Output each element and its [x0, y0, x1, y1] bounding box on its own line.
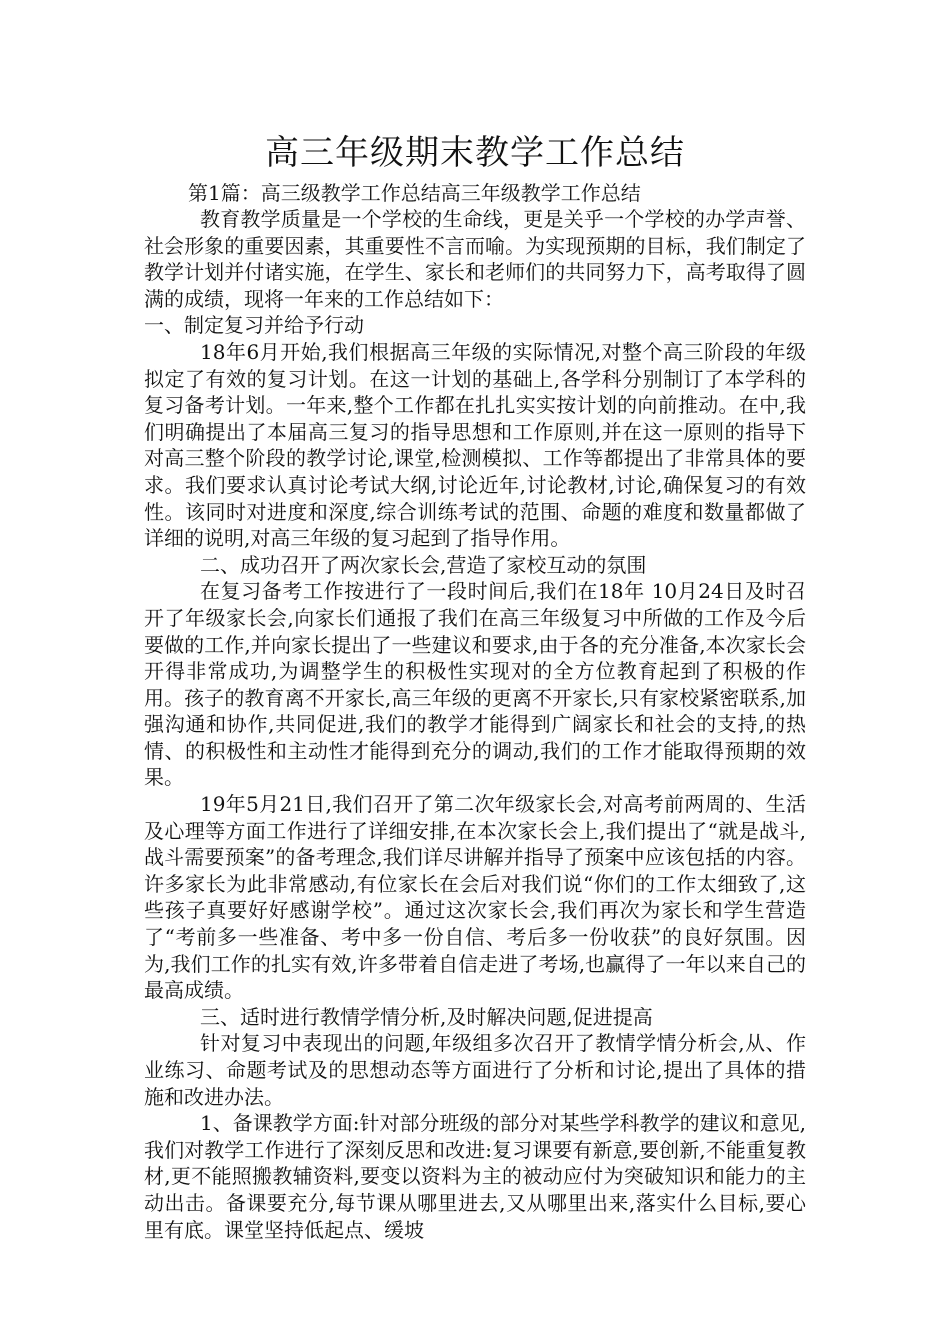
document-page [144, 128, 806, 1243]
section-heading-3: 三、适时进行教情学情分析,及时解决问题,促进提高 [200, 1004, 653, 1029]
paragraph-parent-meeting-1: 在复习备考工作按进行了一段时间后,我们在18年 10月24日及时召开了年级家长会,向家长们通报了我们在高三年级复习中所做的工作及今后要做的工作,并向家长提出了一些建议和要求,由于各的充分准备,本次家长会开得非常成功,为调整学生的积极性实现对的全方位教育起到了积极的作用。孩子的教育离不开家长,高三年级的更离不开家长,只有家校紧密联系,加强沟通和协作,共同促进,我们的教学才能得到广阔家长和社会的支持,的热情、的积极性和主动性才能得到充分的调动,我们的工作才能取得预期的效果。 [144, 579, 806, 790]
section-heading-1: 一、制定复习并给予行动 [144, 313, 364, 338]
document-title: 高三年级期末教学工作总结 [265, 133, 685, 173]
paragraph-lesson-prep: 1、备课教学方面:针对部分班级的部分对某些学科教学的建议和意见,我们对教学工作进行了深刻反思和改进:复习课要有新意,要创新,不能重复教材,更不能照搬教辅资料,要变以资料为主的被动应付为突破知识和能力的主动出击。备课要充分,每节课从哪里进去,又从哪里出来,落实什么目标,要心里有底。课堂坚持低起点、缓坡 [144, 1111, 806, 1242]
document-subtitle: 第1篇：高三级教学工作总结高三年级教学工作总结 [188, 181, 641, 205]
section-heading-2: 二、成功召开了两次家长会,营造了家校互动的氛围 [200, 552, 647, 577]
paragraph-plan: 18年6月开始,我们根据高三年级的实际情况,对整个高三阶段的年级拟定了有效的复习计划。在这一计划的基础上,各学科分别制订了本学科的复习备考计划。一年来,整个工作都在扎扎实实按计划的向前推动。在中,我们明确提出了本届高三复习的指导思想和工作原则,并在这一原则的指导下对高三整个阶段的教学讨论,课堂,检测模拟、工作等都提出了非常具体的要求。我们要求认真讨论考试大纲,讨论近年,讨论教材,讨论,确保复习的有效性。该同时对进度和深度,综合训练考试的范围、命题的难度和数量都做了详细的说明,对高三年级的复习起到了指导作用。 [144, 339, 806, 551]
paragraph-analysis: 针对复习中表现出的问题,年级组多次召开了教情学情分析会,从、作业练习、命题考试及的思想动态等方面进行了分析和讨论,提出了具体的措施和改进办法。 [144, 1031, 806, 1109]
paragraph-parent-meeting-2: 19年5月21日,我们召开了第二次年级家长会,对高考前两周的、生活及心理等方面工作进行了详细安排,在本次家长会上,我们提出了“就是战斗,战斗需要预案”的备考理念,我们详尽讲解并指导了预案中应该包括的内容。许多家长为此非常感动,有位家长在会后对我们说“你们的工作太细致了,这些孩子真要好好感谢学校”。通过这次家长会,我们再次为家长和学生营造了“考前多一些准备、考中多一份自信、考后多一份收获”的良好氛围。因为,我们工作的扎实有效,许多带着自信走进了考场,也赢得了一年以来自己的最高成绩。 [144, 792, 806, 1003]
paragraph-intro: 教育教学质量是一个学校的生命线，更是关乎一个学校的办学声誉、社会形象的重要因素，其重要性不言而喻。为实现预期的目标，我们制定了教学计划并付诸实施，在学生、家长和老师们的共同努力下，高考取得了圆满的成绩，现将一年来的工作总结如下： [144, 207, 806, 311]
